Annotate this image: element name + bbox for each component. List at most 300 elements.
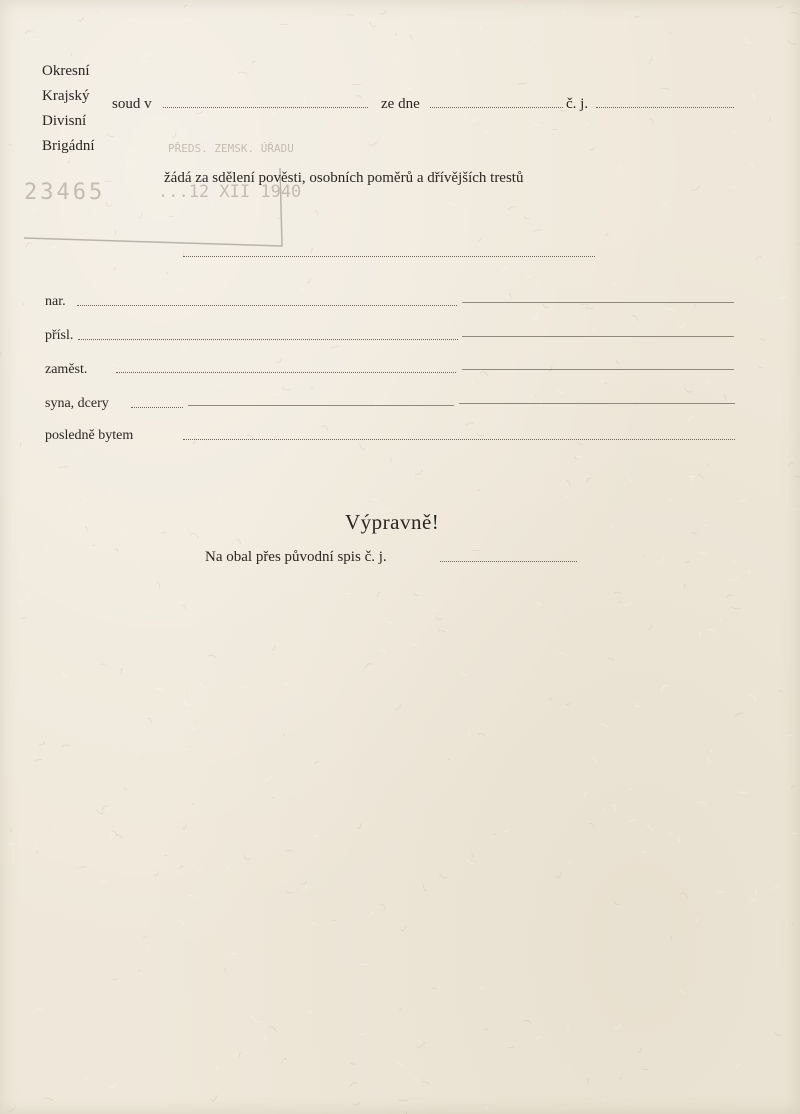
paper-fibre — [679, 323, 686, 328]
paper-fibre — [143, 935, 147, 937]
paper-fibre — [531, 121, 539, 125]
paper-fibre — [360, 444, 366, 450]
paper-fibre — [300, 163, 303, 166]
paper-fibre — [79, 450, 84, 451]
paper-fibre — [503, 829, 509, 832]
paper-fibre — [107, 806, 109, 812]
paper-fibre — [380, 10, 386, 14]
court-type-divisni: Divisní — [42, 113, 87, 129]
paper-fibre — [727, 595, 733, 598]
paper-fibre — [23, 303, 24, 305]
paper-fibre — [100, 664, 106, 665]
paper-fibre — [476, 433, 483, 435]
paper-fibre — [208, 655, 217, 658]
paper-fibre — [624, 602, 631, 605]
paper-fibre — [83, 500, 88, 505]
paper-fibre — [166, 272, 167, 274]
paper-fibre — [703, 524, 708, 525]
paper-fibre — [34, 759, 43, 762]
jurisdiction-field-extension[interactable] — [462, 336, 734, 337]
paper-fibre — [487, 1107, 488, 1111]
paper-fibre — [112, 979, 119, 980]
paper-fibre — [250, 1018, 256, 1021]
paper-fibre — [379, 650, 386, 655]
stamp-line-3: 23465 — [24, 180, 106, 205]
paper-fibre — [790, 831, 797, 833]
paper-fibre — [105, 181, 112, 182]
paper-fibre — [182, 749, 188, 750]
paper-fibre — [109, 1083, 117, 1087]
paper-fibre — [254, 1022, 261, 1023]
paper-fibre — [66, 507, 72, 512]
paper-fibre — [78, 18, 84, 21]
paper-fibre — [6, 844, 14, 845]
paper-fibre — [755, 889, 757, 894]
paper-fibre — [549, 698, 552, 700]
paper-fibre — [734, 713, 743, 717]
paper-fibre — [601, 724, 608, 727]
paper-fibre — [397, 1063, 403, 1065]
paper-fibre — [556, 872, 561, 878]
paper-fibre — [706, 381, 711, 384]
paper-fibre — [100, 881, 107, 884]
paper-fibre — [738, 792, 747, 793]
paper-fibre — [216, 1066, 217, 1070]
reference-label: č. j. — [566, 96, 589, 112]
paper-fibre — [303, 885, 307, 890]
paper-fibre — [212, 202, 214, 208]
paper-fibre — [279, 24, 287, 25]
paper-fibre — [161, 532, 166, 534]
paper-fibre — [197, 870, 201, 871]
paper-fibre — [211, 1095, 217, 1101]
paper-fibre — [264, 776, 273, 781]
paper-fibre — [195, 110, 203, 113]
paper-fibre — [410, 35, 412, 39]
paper-fibre — [638, 1047, 642, 1052]
paper-fibre — [729, 577, 738, 580]
paper-fibre — [421, 1082, 429, 1084]
paper-fibre — [566, 481, 570, 487]
paper-fibre — [396, 33, 397, 35]
jurisdiction-label: přísl. — [45, 328, 74, 343]
paper-fibre — [565, 496, 569, 498]
paper-fibre — [275, 436, 276, 438]
paper-fibre — [183, 824, 187, 829]
paper-fibre — [773, 886, 781, 889]
paper-fibre — [244, 855, 251, 860]
paper-fibre — [432, 988, 437, 989]
paper-fibre — [252, 61, 255, 65]
paper-fibre — [518, 83, 527, 84]
paper-fibre — [20, 443, 21, 447]
paper-fibre — [20, 617, 27, 618]
paper-fibre — [358, 823, 361, 828]
paper-fibre — [356, 96, 362, 99]
born-label: nar. — [45, 294, 66, 309]
paper-fibre — [269, 1027, 277, 1033]
paper-fibre — [85, 1078, 89, 1082]
paper-fibre — [684, 387, 692, 392]
paper-fibre — [561, 10, 566, 15]
paper-fibre — [285, 890, 292, 893]
paper-fibre — [778, 690, 783, 693]
paper-fibre — [528, 275, 533, 278]
paper-fibre — [605, 383, 608, 384]
stamp-line-1: PŘEDS. ZEMSK. ÚŘADU — [168, 142, 294, 155]
paper-fibre — [39, 741, 45, 745]
paper-fibre — [86, 527, 88, 533]
paper-fibre — [365, 664, 373, 669]
paper-fibre — [63, 672, 69, 677]
paper-fibre — [359, 1033, 367, 1034]
paper-fibre — [537, 284, 538, 288]
paper-fibre — [106, 202, 111, 207]
paper-fibre — [281, 386, 290, 390]
paper-fibre — [724, 396, 726, 401]
paper-fibre — [771, 9, 772, 10]
paper-fibre — [274, 390, 282, 395]
son-daughter-field[interactable] — [131, 407, 183, 408]
paper-fibre — [737, 1064, 741, 1068]
paper-fibre — [533, 40, 537, 41]
paper-fibre — [410, 249, 417, 253]
paper-fibre — [612, 805, 616, 811]
paper-fibre — [524, 1020, 531, 1023]
paper-fibre — [614, 592, 621, 594]
paper-fibre — [615, 165, 621, 168]
paper-fibre — [472, 854, 476, 858]
paper-fibre — [632, 315, 638, 321]
paper-fibre — [775, 1033, 781, 1036]
paper-fibre — [33, 1009, 42, 1013]
last-residence-field[interactable] — [183, 439, 735, 440]
stamp-frame — [18, 140, 286, 248]
paper-fibre — [536, 603, 541, 606]
paper-fibre — [589, 823, 594, 827]
paper-fibre — [135, 563, 140, 568]
paper-fibre — [380, 904, 386, 909]
paper-fibre — [532, 313, 538, 319]
paper-fibre — [172, 132, 176, 138]
paper-fibre — [92, 206, 95, 211]
paper-fibre — [740, 500, 747, 501]
paper-fibre — [661, 685, 669, 691]
court-type-okresni: Okresní — [42, 63, 90, 79]
paper-fibre — [25, 243, 32, 249]
paper-fibre — [116, 835, 123, 838]
reference-field[interactable] — [596, 107, 734, 108]
paper-fibre — [584, 793, 586, 798]
paper-fibre — [635, 17, 640, 18]
paper-fibre — [641, 850, 646, 852]
paper-fibre — [183, 605, 186, 609]
paper-fibre — [695, 474, 703, 479]
paper-fibre — [281, 1058, 287, 1063]
dispatch-heading: Výpravně! — [345, 510, 440, 534]
paper-fibre — [184, 700, 191, 705]
paper-fibre — [614, 1024, 621, 1028]
paper-fibre — [61, 745, 70, 747]
paper-fibre — [577, 442, 584, 445]
paper-fibre — [109, 832, 112, 838]
paper-fibre — [272, 113, 275, 117]
paper-fibre — [614, 901, 620, 905]
paper-fibre — [79, 867, 87, 868]
paper-fibre — [756, 256, 761, 260]
paper-fibre — [479, 988, 484, 990]
paper-fibre — [710, 749, 713, 752]
paper-fibre — [385, 622, 392, 625]
paper-fibre — [616, 359, 620, 363]
date-label: ze dne — [381, 96, 420, 112]
paper-fibre — [107, 133, 113, 137]
paper-fibre — [272, 797, 274, 798]
paper-fibre — [707, 757, 711, 762]
paper-fibre — [466, 423, 473, 426]
paper-fibre — [67, 158, 69, 163]
paper-fibre — [322, 425, 328, 431]
paper-fibre — [689, 417, 695, 422]
paper-fibre — [629, 478, 633, 481]
paper-fibre — [792, 508, 799, 509]
paper-fibre — [137, 751, 141, 755]
paper-fibre — [283, 683, 290, 685]
paper-fibre — [281, 257, 285, 260]
paper-fibre — [586, 478, 591, 482]
paper-fibre — [749, 165, 753, 169]
court-type-krajsky: Krajský — [42, 88, 90, 104]
paper-fibre — [557, 390, 564, 393]
paper-fibre — [59, 466, 68, 467]
paper-fibre — [146, 53, 153, 57]
paper-fibre — [480, 372, 488, 377]
son-daughter-label: syna, dcery — [45, 396, 109, 411]
paper-fibre — [690, 476, 692, 482]
paper-fibre — [509, 293, 512, 298]
paper-fibre — [333, 693, 337, 694]
paper-fibre — [415, 1079, 419, 1084]
paper-fibre — [792, 924, 794, 926]
paper-fibre — [34, 841, 38, 847]
paper-fibre — [733, 561, 738, 563]
paper-fibre — [0, 352, 1, 356]
paper-fibre — [311, 923, 317, 925]
paper-fibre — [311, 249, 313, 253]
paper-fibre — [124, 788, 128, 790]
paper-fibre — [352, 84, 361, 85]
paper-fibre — [237, 539, 241, 544]
paper-fibre — [460, 671, 467, 675]
paper-fibre — [648, 625, 652, 629]
paper-fibre — [679, 837, 680, 842]
paper-fibre — [371, 499, 380, 503]
paper-fibre — [301, 881, 307, 885]
court-type-brigadni: Brigádní — [42, 138, 95, 154]
paper-fibre — [192, 804, 194, 805]
paper-fibre — [647, 824, 655, 829]
jurisdiction-field[interactable] — [78, 339, 458, 340]
paper-fibre — [188, 895, 195, 897]
paper-fibre — [416, 470, 423, 475]
paper-fibre — [585, 307, 593, 309]
paper-fibre — [395, 705, 401, 710]
paper-fibre — [649, 59, 653, 64]
father-name-field[interactable] — [188, 405, 454, 406]
stamp-line-2: ...12 XII 1940 — [158, 182, 302, 202]
paper-fibre — [127, 163, 133, 166]
paper-fibre — [691, 532, 697, 533]
date-field[interactable] — [430, 107, 563, 108]
paper-fibre — [184, 5, 186, 8]
paper-fibre — [218, 384, 223, 387]
born-field-extension[interactable] — [462, 302, 734, 303]
paper-fibre — [240, 686, 248, 688]
paper-fibre — [264, 1035, 266, 1040]
mother-name-field[interactable] — [459, 403, 735, 404]
paper-fibre — [791, 786, 794, 788]
paper-fibre — [593, 758, 595, 762]
paper-fibre — [661, 88, 670, 90]
subject-name-field[interactable] — [183, 256, 595, 257]
paper-fibre — [390, 457, 391, 462]
paper-fibre — [284, 733, 285, 736]
paper-fibre — [699, 632, 700, 638]
paper-fibre — [227, 134, 234, 138]
paper-fibre — [139, 213, 143, 218]
paper-fibre — [414, 594, 419, 596]
paper-fibre — [121, 668, 123, 674]
paper-fibre — [400, 925, 406, 930]
paper-fibre — [272, 646, 275, 650]
paper-fibre — [354, 1103, 360, 1105]
court-label: soud v — [112, 96, 152, 112]
paper-fibre — [226, 0, 227, 3]
paper-fibre — [680, 990, 686, 993]
paper-fibre — [515, 5, 524, 9]
paper-fibre — [667, 309, 676, 311]
paper-fibre — [634, 702, 640, 707]
paper-fibre — [203, 136, 208, 137]
paper-fibre — [577, 456, 582, 458]
paper-fibre — [48, 826, 49, 827]
paper-fibre — [297, 774, 298, 776]
paper-fibre — [315, 761, 319, 764]
paper-fibre — [733, 131, 737, 133]
occupation-field-extension[interactable] — [462, 369, 734, 370]
paper-fibre — [31, 209, 37, 214]
paper-fibre — [788, 40, 796, 44]
paper-fibre — [566, 701, 571, 704]
paper-fibre — [300, 288, 308, 292]
paper-fibre — [607, 658, 614, 661]
paper-fibre — [534, 230, 543, 232]
paper-fibre — [689, 473, 698, 477]
paper-fibre — [751, 900, 756, 903]
paper-fibre — [603, 807, 605, 809]
paper-fibre — [501, 268, 508, 273]
paper-fibre — [423, 885, 426, 891]
paper-fibre — [110, 487, 113, 493]
paper-fibre — [370, 22, 376, 27]
paper-fibre — [180, 346, 187, 351]
paper-fibre — [776, 6, 783, 8]
paper-fibre — [749, 570, 751, 573]
court-location-field[interactable] — [163, 107, 368, 108]
paper-fibre — [178, 920, 184, 926]
paper-fibre — [790, 13, 799, 16]
paper-fibre — [405, 88, 412, 89]
paper-fibre — [316, 210, 318, 215]
paper-fibre — [658, 558, 665, 563]
paper-fibre — [111, 365, 118, 367]
paper-fibre — [543, 304, 548, 308]
paper-fibre — [369, 912, 374, 917]
paper-fibre — [255, 51, 263, 56]
paper-fibre — [440, 25, 443, 27]
paper-fibre — [412, 474, 415, 480]
paper-fibre — [6, 400, 8, 401]
paper-fibre — [536, 1035, 542, 1038]
paper-fibre — [239, 72, 247, 74]
paper-fibre — [114, 549, 118, 553]
paper-fibre — [438, 630, 445, 631]
paper-fibre — [228, 865, 231, 870]
original-file-reference-field[interactable] — [440, 561, 577, 562]
paper-fibre — [483, 1028, 489, 1029]
paper-fibre — [759, 367, 763, 368]
paper-fibre — [628, 788, 632, 789]
paper-fibre — [680, 893, 687, 899]
paper-fibre — [478, 734, 485, 736]
paper-fibre — [447, 203, 455, 207]
paper-fibre — [390, 886, 391, 887]
paper-fibre — [759, 338, 766, 340]
paper-fibre — [25, 31, 33, 34]
paper-fibre — [559, 653, 567, 656]
occupation-label: zaměst. — [45, 362, 88, 377]
paper-fibre — [147, 718, 151, 723]
occupation-field[interactable] — [116, 372, 456, 373]
paper-fibre — [472, 550, 479, 551]
paper-fibre — [180, 865, 183, 869]
born-field[interactable] — [77, 305, 457, 306]
paper-fibre — [493, 834, 496, 835]
paper-fibre — [748, 695, 756, 701]
paper-fibre — [335, 128, 336, 130]
paper-fibre — [71, 53, 73, 55]
paper-fibre — [508, 207, 516, 210]
paper-fibre — [99, 11, 104, 17]
paper-fibre — [786, 734, 792, 736]
paper-fibre — [479, 239, 481, 241]
paper-fibre — [590, 147, 594, 150]
paper-fibre — [350, 1064, 356, 1065]
paper-fibre — [191, 533, 199, 538]
paper-fibre — [377, 592, 380, 597]
paper-fibre — [691, 186, 700, 190]
paper-fibre — [157, 582, 160, 588]
paper-fibre — [192, 725, 194, 730]
paper-fibre — [350, 1082, 358, 1087]
paper-fibre — [199, 684, 205, 690]
dispatch-note: Na obal přes původní spis č. j. — [205, 549, 387, 565]
paper-fibre — [239, 1053, 241, 1057]
paper-fibre — [178, 288, 182, 293]
paper-fibre — [641, 1069, 648, 1070]
paper-fibre — [779, 295, 787, 298]
paper-fibre — [194, 724, 199, 730]
